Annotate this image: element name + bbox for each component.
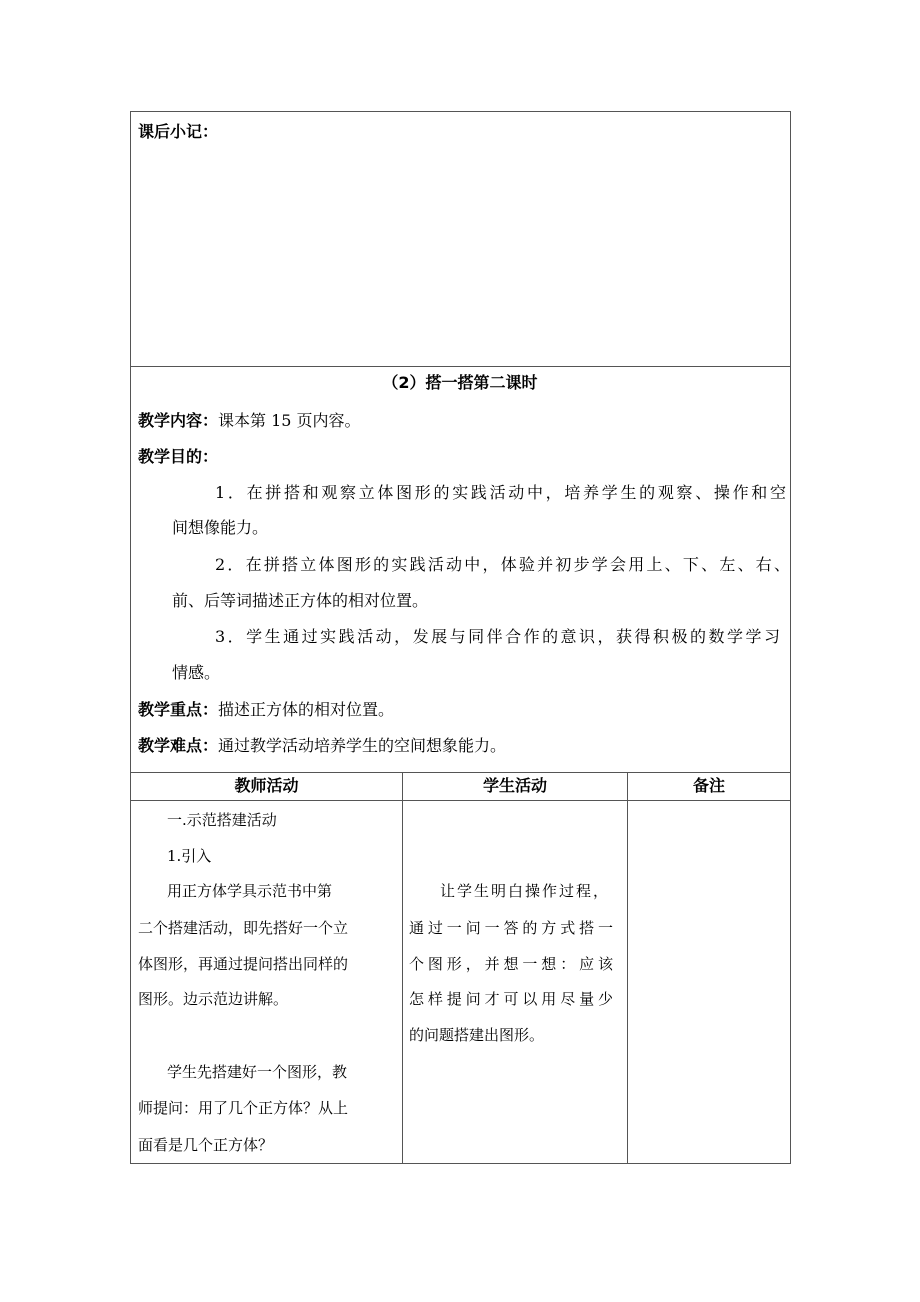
header-remarks: 备注 — [692, 776, 725, 795]
goal-1-line-2: 间想像能力。 — [172, 518, 269, 537]
teacher-line: 体图形，再通过提问搭出同样的 — [138, 955, 349, 973]
difficulty-text: 通过教学活动培养学生的空间想象能力。 — [218, 736, 507, 755]
notes-cell — [130, 111, 791, 367]
remarks-column — [627, 772, 791, 1164]
key-text: 描述正方体的相对位置。 — [218, 700, 395, 719]
content-row — [138, 403, 361, 439]
student-line: 怎样提问才可以用尽量少 — [409, 990, 613, 1008]
teacher-line: 学生先搭建好一个图形，教 — [167, 1063, 348, 1081]
student-line: 的问题搭建出图形。 — [409, 1026, 545, 1044]
teacher-line: 用正方体学具示范书中第 — [167, 882, 333, 900]
header-teacher: 教师活动 — [234, 776, 299, 795]
lesson-title: （2）搭一搭第二课时 — [382, 373, 538, 392]
teacher-line: 图形。边示范边讲解。 — [138, 990, 289, 1008]
teacher-line: 一.示范搭建活动 — [167, 811, 277, 829]
key-row — [138, 692, 394, 728]
notes-label: 课后小记： — [138, 122, 219, 141]
difficulty-row — [138, 728, 506, 764]
content-label: 教学内容： — [138, 411, 219, 430]
goal-2-line-2: 前、后等词描述正方体的相对位置。 — [172, 591, 429, 610]
goals-label: 教学目的： — [138, 447, 219, 466]
goal-1-line-1: 1．在拼搭和观察立体图形的实践活动中，培养学生的观察、操作和空 — [215, 483, 786, 502]
header-student: 学生活动 — [482, 776, 547, 795]
goal-2-line-1: 2．在拼搭立体图形的实践活动中，体验并初步学会用上、下、左、右、 — [215, 555, 790, 574]
student-line: 个图形，并想一想：应该 — [409, 955, 613, 973]
content-text: 课本第 15 页内容。 — [218, 411, 361, 430]
goal-3-line-2: 情感。 — [172, 663, 221, 682]
teacher-line: 二个搭建活动，即先搭好一个立 — [138, 919, 349, 937]
teacher-line: 师提问：用了几个正方体？从上 — [138, 1099, 349, 1117]
goal-3-line-1: 3．学生通过实践活动，发展与同伴合作的意识，获得积极的数学学习 — [215, 627, 780, 646]
student-line: 通过一问一答的方式搭一 — [409, 919, 613, 937]
key-label: 教学重点： — [138, 700, 219, 719]
teacher-line: 1.引入 — [167, 847, 212, 865]
student-line: 让学生明白操作过程， — [440, 882, 608, 900]
teacher-line: 面看是几个正方体？ — [138, 1136, 274, 1154]
difficulty-label: 教学难点： — [138, 736, 219, 755]
